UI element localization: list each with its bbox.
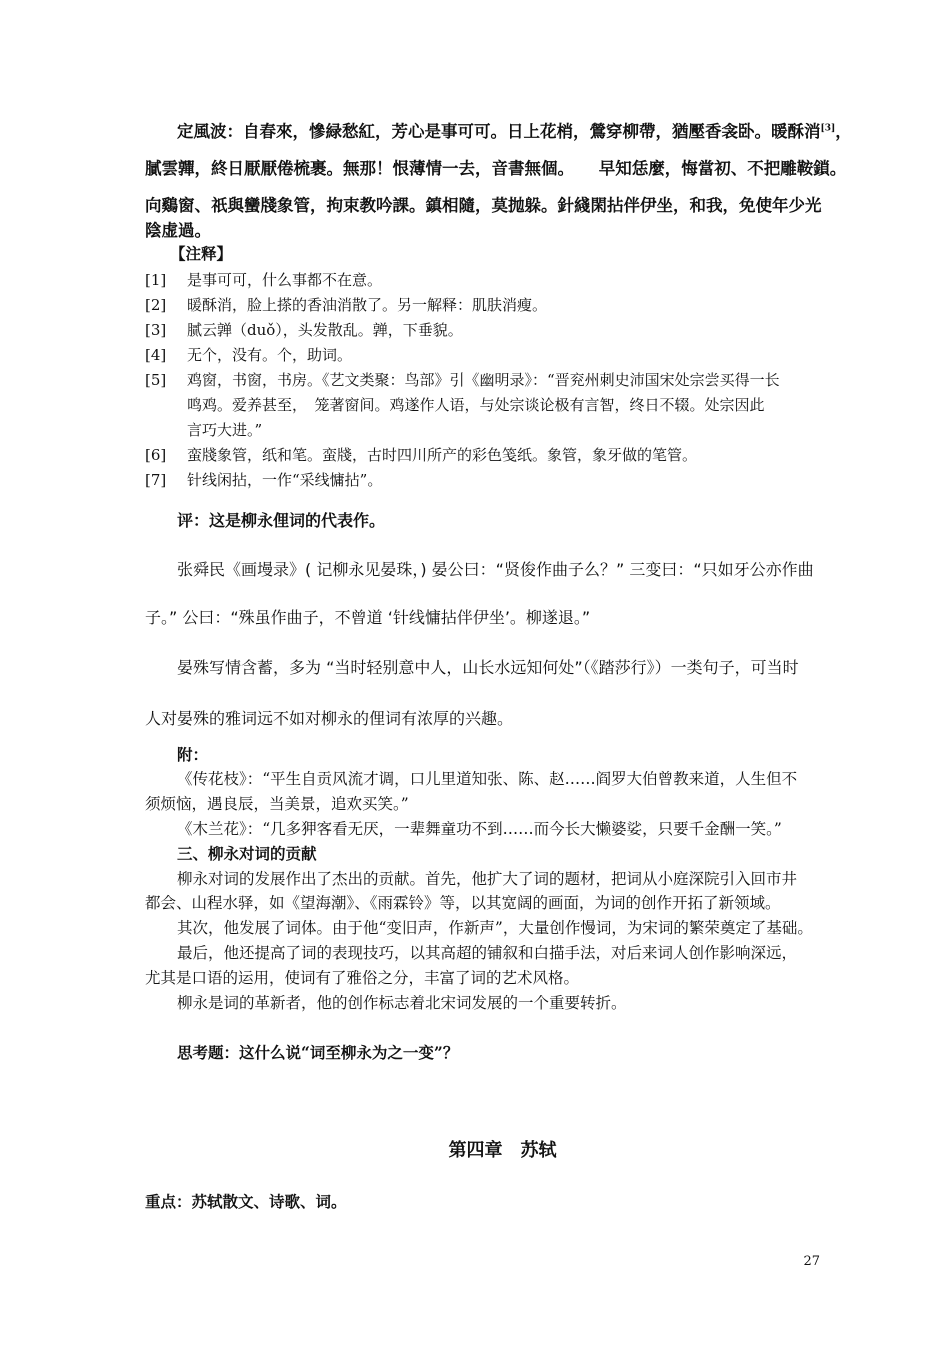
note-continuation: 言巧大进。” <box>187 421 263 439</box>
comment-para-2a: 晏殊写情含蓄，多为 “当时轻别意中人，山长水远知何处”（《踏莎行》）一类句子，可当时 <box>177 658 799 677</box>
comment-para-1a: 张舜民《画墁录》( 记柳永见晏珠，) 晏公曰：“贤俊作曲子么？” 三变曰：“只如牙公亦作曲 <box>177 560 814 579</box>
section-para-1b: 都会、山程水驿，如《望海潮》、《雨霖铃》等，以其宽阔的画面，为词的创作开拓了新领域。 <box>145 894 781 912</box>
note-number: [2] <box>145 296 167 314</box>
poem-line-4: 陰虚過。 <box>145 221 211 240</box>
appendix-line-1b: 须烦恼，遇良辰，当美景，追欢买笑。” <box>145 795 409 813</box>
note-text: 暖酥消，脸上搽的香油消散了。另一解释：肌肤消瘦。 <box>187 296 548 314</box>
section-para-3b: 尤其是口语的运用，使词有了雅俗之分，丰富了词的艺术风格。 <box>145 969 580 987</box>
comment-para-1b: 子。” 公曰：“殊虽作曲子，不曾道 ‘针线慵拈伴伊坐’。柳遂退。” <box>145 608 591 627</box>
appendix-label: 附： <box>177 745 209 764</box>
poem-text-end: ， <box>835 122 852 141</box>
note-text: 腻云亸（duǒ），头发散乱。亸，下垂貌。 <box>187 321 463 339</box>
note-continuation: 鸣鸡。爱养甚至， 笼著窗间。鸡遂作人语，与处宗谈论极有言智，终日不辍。处宗因此 <box>187 396 765 414</box>
note-item <box>145 343 860 368</box>
appendix-line-1a: 《传花枝》：“平生自贡风流才调，口儿里道知张、陈、赵……阎罗大伯曾教来道，人生但不 <box>177 770 798 788</box>
study-question: 思考题：这什么说“词至柳永为之一变”？ <box>177 1043 459 1062</box>
section-para-3a: 最后，他还提高了词的表现技巧，以其高超的铺叙和白描手法，对后来词人创作影响深远， <box>177 944 798 962</box>
note-item <box>145 293 860 318</box>
note-number: [3] <box>145 321 167 339</box>
appendix-line-2: 《木兰花》：“几多狎客看无厌，一辈舞童功不到……而今长大懒婆娑，只要千金酬一笑。” <box>177 820 782 838</box>
section-para-1a: 柳永对词的发展作出了杰出的贡献。首先，他扩大了词的题材，把词从小庭深院引入回市井 <box>177 870 798 888</box>
note-item <box>145 443 860 468</box>
poem-line-1 <box>177 118 892 142</box>
notes-list <box>145 268 860 493</box>
note-text: 蛮牋象管，纸和笔。蛮牋，古时四川所产的彩色笺纸。象管，象牙做的笔管。 <box>187 446 698 464</box>
page-number: 27 <box>803 1254 820 1269</box>
section-para-4: 柳永是词的革新者，他的创作标志着北宋词发展的一个重要转折。 <box>177 994 627 1012</box>
chapter-keypoints: 重点：苏轼散文、诗歌、词。 <box>145 1192 347 1211</box>
comment-text: 这是柳永俚词的代表作。 <box>209 511 386 530</box>
comment-label: 评： <box>177 511 210 530</box>
footnote-ref: [3] <box>820 123 836 134</box>
chapter-title: 第四章 苏轼 <box>448 1140 557 1161</box>
poem-text: 定風波：自春來，慘緑愁紅，芳心是事可可。日上花梢，鶯穿柳帶，猶壓香衾卧。暖酥消 <box>177 122 821 141</box>
note-number: [5] <box>145 371 167 389</box>
comment-para-2b: 人对晏殊的雅词远不如对柳永的俚词有浓厚的兴趣。 <box>145 709 514 728</box>
poem-line-2: 膩雲嚲，終日厭厭倦梳裹。無那！恨薄情一去，音書無個。 早知恁麼，悔當初、不把雕鞍鎖。 <box>145 159 847 178</box>
comment-line <box>177 508 897 531</box>
section-para-2: 其次，他发展了词体。由于他“变旧声，作新声”，大量创作慢词，为宋词的繁荣奠定了基础。 <box>177 919 813 937</box>
note-number: [7] <box>145 471 167 489</box>
section-heading: 三、柳永对词的贡献 <box>177 844 317 863</box>
note-item <box>145 318 860 343</box>
note-number: [6] <box>145 446 167 464</box>
poem-line-3: 向鷄窗、祇與蠻牋象管，拘束教吟課。鎮相隨，莫抛躲。針綫閑拈伴伊坐，和我，免使年少光 <box>145 196 822 215</box>
note-number: [4] <box>145 346 167 364</box>
notes-heading: 【注释】 <box>170 244 233 263</box>
note-text: 针线闲拈，一作“采线慵拈”。 <box>187 471 383 489</box>
note-item <box>145 368 860 393</box>
note-number: [1] <box>145 271 167 289</box>
note-text: 是事可可，什么事都不在意。 <box>187 271 383 289</box>
note-item <box>145 468 860 493</box>
note-text: 鸡窗，书窗，书房。《艺文类聚：鸟部》引《幽明录》：“晋兖州刺史沛国宋处宗尝买得一长 <box>187 371 780 389</box>
note-text: 无个，没有。个，助词。 <box>187 346 353 364</box>
note-item <box>145 268 860 293</box>
